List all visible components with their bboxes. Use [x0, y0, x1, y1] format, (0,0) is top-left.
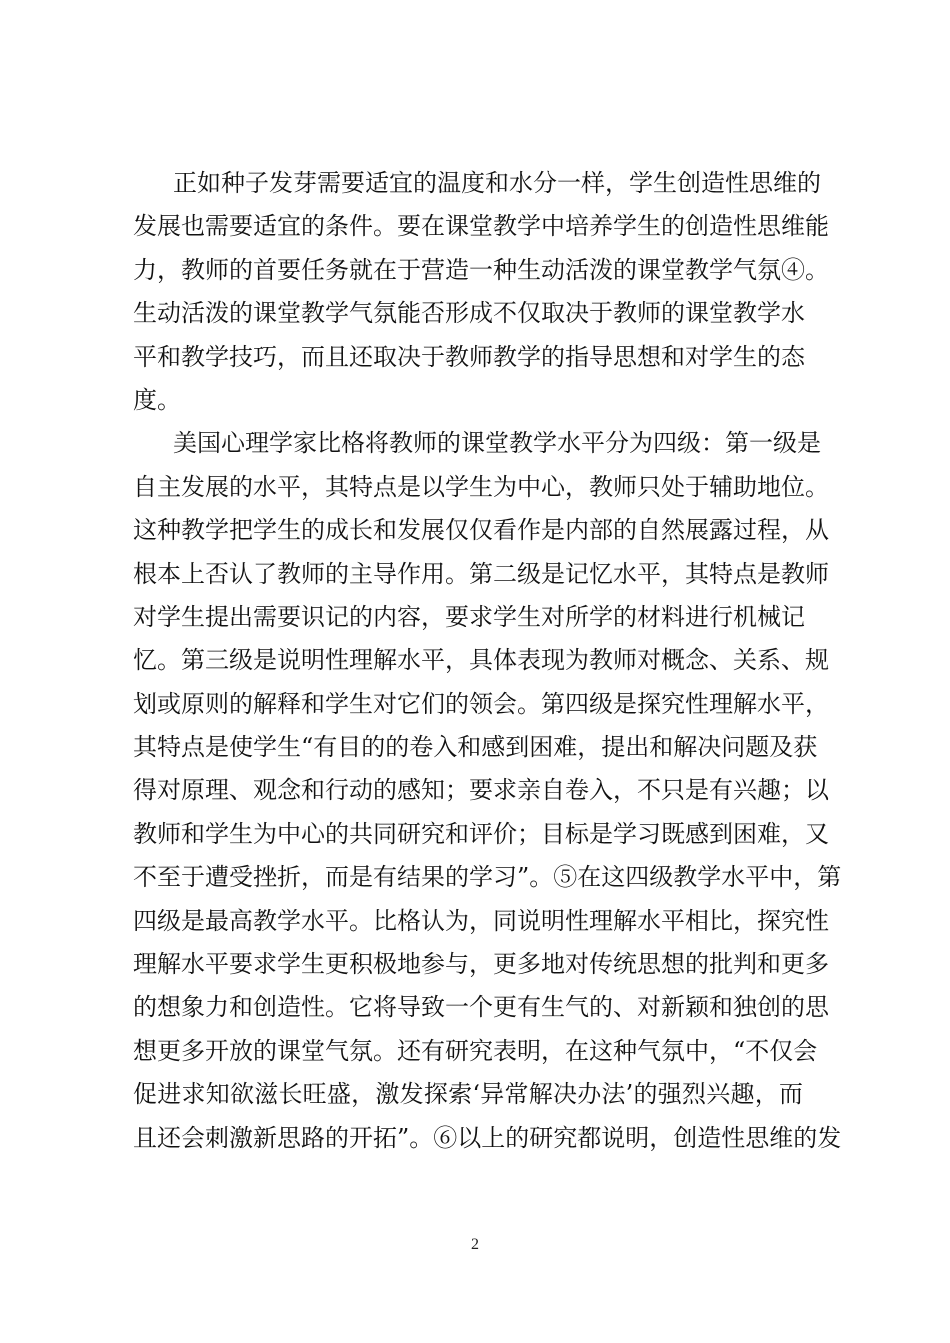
text-line: 其特点是使学生“有目的的卷入和感到困难，提出和解决问题及获 — [133, 733, 818, 762]
page-number: 2 — [471, 1236, 479, 1253]
text-line: 促进求知欲滋长旺盛，激发探索‘异常解决办法’的强烈兴趣，而 — [133, 1080, 803, 1109]
text-line: 对学生提出需要识记的内容，要求学生对所学的材料进行机械记 — [133, 602, 805, 631]
text-line: 的想象力和创造性。它将导致一个更有生气的、对新颖和独创的思 — [133, 993, 829, 1022]
text-line: 美国心理学家比格将教师的课堂教学水平分为四级：第一级是 — [173, 429, 821, 458]
text-line: 自主发展的水平，其特点是以学生为中心，教师只处于辅助地位。 — [133, 472, 829, 501]
text-line: 划或原则的解释和学生对它们的领会。第四级是探究性理解水平， — [133, 689, 829, 718]
text-line: 且还会刺激新思路的开拓”。⑥以上的研究都说明，创造性思维的发 — [133, 1123, 842, 1152]
text-line: 力，教师的首要任务就在于营造一种生动活泼的课堂教学气氛④。 — [133, 255, 829, 284]
text-line: 生动活泼的课堂教学气氛能否形成不仅取决于教师的课堂教学水 — [133, 299, 805, 328]
text-line: 根本上否认了教师的主导作用。第二级是记忆水平，其特点是教师 — [133, 559, 829, 588]
text-line: 度。 — [133, 385, 181, 414]
text-line: 忆。第三级是说明性理解水平，具体表现为教师对概念、关系、规 — [133, 646, 829, 675]
body-text — [133, 162, 842, 1160]
text-line: 教师和学生为中心的共同研究和评价；目标是学习既感到困难，又 — [133, 819, 829, 848]
text-line: 想更多开放的课堂气氛。还有研究表明，在这种气氛中，“不仅会 — [133, 1036, 818, 1065]
text-line: 不至于遭受挫折，而是有结果的学习”。⑤在这四级教学水平中，第 — [133, 863, 842, 892]
text-line: 这种教学把学生的成长和发展仅仅看作是内部的自然展露过程，从 — [133, 516, 829, 545]
text-line: 发展也需要适宜的条件。要在课堂教学中培养学生的创造性思维能 — [133, 212, 829, 241]
text-line: 得对原理、观念和行动的感知；要求亲自卷入，不只是有兴趣；以 — [133, 776, 829, 805]
text-line: 平和教学技巧，而且还取决于教师教学的指导思想和对学生的态 — [133, 342, 805, 371]
text-line: 正如种子发芽需要适宜的温度和水分一样，学生创造性思维的 — [173, 169, 821, 197]
text-line: 理解水平要求学生更积极地参与，更多地对传统思想的批判和更多 — [133, 950, 829, 979]
text-line: 四级是最高教学水平。比格认为，同说明性理解水平相比，探究性 — [133, 906, 829, 935]
